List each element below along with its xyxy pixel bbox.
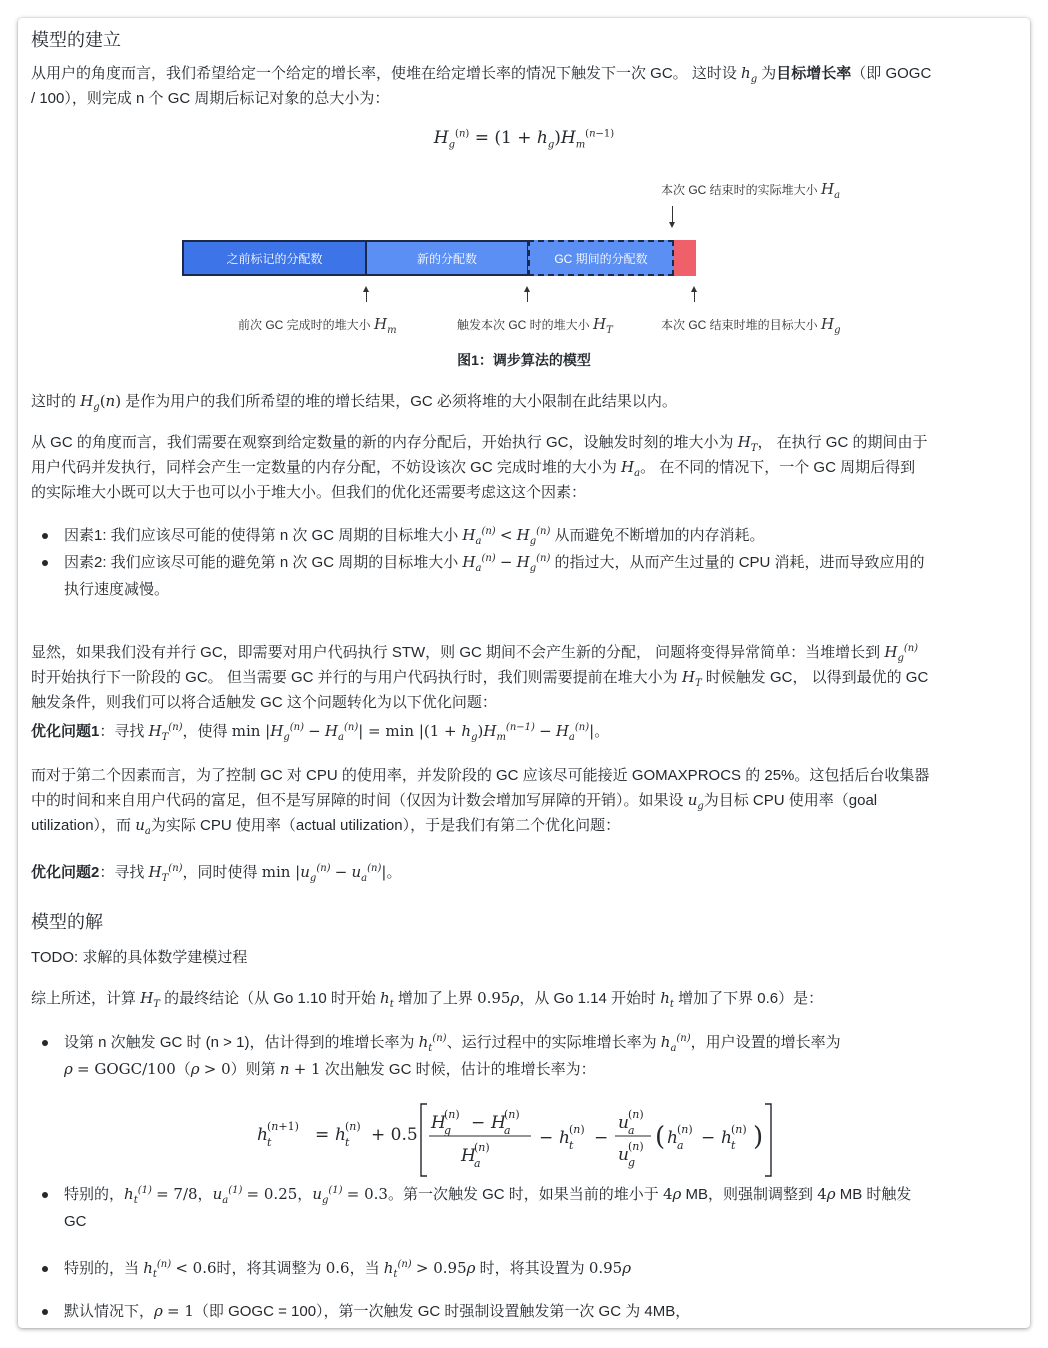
svg-text:(n): (n) (345, 1120, 361, 1133)
paragraph-intro: 从用户的角度而言，我们希望给定一个给定的增长率，使堆在给定增长率的情况下触发下一次 GC。 这时设 $h_g$ 为目标增长率（即 GOGC / 100），则完成 n 个 GC 周期后标记对象的总大小为： (31, 64, 932, 107)
factor-list (31, 522, 1006, 603)
rules-list-3 (31, 1255, 1006, 1282)
svg-text:t: t (731, 1139, 736, 1152)
paragraph-stw: 显然，如果我们没有并行 GC，即需要对用户代码执行 STW，则 GC 期间不会产生新的分配， 问题将变得异常简单：当堆增长到 $H_g^{(n)}$ 时开始执行下一阶段的 GC。 但当需要 GC 并行的与用户代码执行时，我们则需要提前在堆大小为 $H_T$ 时候触发 GC， 以得到最优的 GC 触发条件，则我们可以将合适触发 GC 这个问题转化为以下优化问题： (31, 643, 929, 711)
svg-text:=: = (315, 1125, 330, 1145)
todo-text: TODO: 求解的具体数学建模过程 (31, 949, 248, 966)
svg-text:h: h (667, 1128, 678, 1148)
svg-text:−: − (594, 1128, 609, 1148)
svg-text:H: H (461, 1146, 476, 1166)
svg-text:(n): (n) (677, 1123, 693, 1136)
svg-text:t: t (569, 1139, 574, 1152)
svg-text:t: t (267, 1136, 272, 1149)
svg-text:a: a (677, 1139, 684, 1152)
equation-heap-goal: $H_g^{(n)} = (1 + h_g)H_m^{(n-1)}$ (433, 128, 615, 151)
svg-text:+ 0.5: + 0.5 (371, 1125, 418, 1145)
svg-text:−: − (539, 1128, 554, 1148)
label-ht: 触发本次 GC 时的堆大小 $H_T$ (457, 315, 613, 336)
arrow-hg (694, 288, 695, 302)
svg-text:a: a (628, 1124, 635, 1137)
paragraph-summary: 综上所述，计算 $H_T$ 的最终结论（从 Go 1.10 时开始 $h_t$ 增加了上界 0.95ρ，从 Go 1.14 开始时 $h_t$ 增加了下界 0.6）是： (31, 989, 824, 1010)
svg-text:(: ( (655, 1122, 666, 1152)
svg-text:(n): (n) (504, 1108, 520, 1121)
label-hm: 前次 GC 完成时的堆大小 $H_m$ (238, 315, 397, 336)
optimization-problem-1: 优化问题1：寻找 $H_T^{(n)}$，使得 $\min |H_g^{(n)} - H_a^{(n)}| = \min |(1 + h_g)H_m^{(n-1)} - H_a^{(n)}|$。 (31, 722, 610, 743)
svg-text:h: h (559, 1128, 570, 1148)
svg-text:u: u (618, 1145, 629, 1165)
svg-text:h: h (257, 1125, 268, 1145)
svg-text:(n): (n) (569, 1123, 585, 1136)
equation-growth-estimate (31, 1096, 1017, 1176)
svg-text:H: H (431, 1113, 446, 1133)
article-card (18, 18, 1030, 1328)
arrow-hm (366, 288, 367, 302)
rules-list-4 (31, 1298, 1006, 1325)
rules-list-1 (31, 1029, 1006, 1083)
rules-list-2 (31, 1181, 1006, 1235)
segment-new-allocations: 新的分配数 (366, 240, 528, 276)
svg-text:g: g (444, 1124, 452, 1137)
list-item: 因素2: 我们应该尽可能的避免第 n 次 GC 周期的目标堆大小 $H_a^{(n)} - H_g^{(n)}$ 的指过大，从而产生过量的 CPU 消耗，进而导致应用的 执行速度减慢。 (31, 549, 1006, 603)
list-item: 设第 n 次触发 GC 时 (n > 1)，估计得到的堆增长率为 $h_t^{(n)}$、运行过程中的实际堆增长率为 $h_a^{(n)}$，用户设置的增长率为 ρ = GOGC/100（ρ > 0）则第 n + 1 次出触发 GC 时候，估计的堆增长率为： (31, 1029, 1006, 1083)
segment-gc-allocations: GC 期间的分配数 (528, 240, 674, 276)
svg-text:h: h (721, 1128, 732, 1148)
list-item: 因素1: 我们应该尽可能的使得第 n 次 GC 周期的目标堆大小 $H_a^{(n)} < H_g^{(n)}$ 从而避免不断增加的内存消耗。 (31, 522, 1006, 549)
svg-text:): ) (753, 1122, 764, 1152)
label-actual-heap: 本次 GC 结束时的实际堆大小 $H_a$ (661, 180, 841, 201)
svg-text:t: t (345, 1136, 350, 1149)
arrow-ht (527, 288, 528, 302)
svg-text:(n+1): (n+1) (267, 1120, 299, 1133)
equation-svg (31, 1096, 1017, 1180)
svg-text:(n): (n) (731, 1123, 747, 1136)
list-item: 默认情况下，ρ = 1（即 GOGC = 100），第一次触发 GC 时强制设置触发第一次 GC 为 4MB， (31, 1298, 1006, 1325)
segment-overshoot (674, 240, 696, 276)
list-item: 特别的，$h_t^{(1)} = 7/8$，$u_a^{(1)} = 0.25$，$u_g^{(1)} = 0.3$。第一次触发 GC 时，如果当前的堆小于 4ρ MB，则强制调整到 4ρ MB 时触发 GC (31, 1181, 1006, 1235)
pacing-model-figure (31, 178, 1017, 378)
svg-text:g: g (628, 1156, 636, 1169)
list-item: 特别的，当 $h_t^{(n)} < 0.6$时，将其调整为 0.6，当 $h_t^{(n)} > 0.95\rho$ 时，将其设置为 0.95ρ (31, 1255, 1006, 1282)
svg-text:(n): (n) (474, 1141, 490, 1154)
arrow-actual-heap (672, 206, 673, 226)
paragraph-gc-view: 从 GC 的角度而言，我们需要在观察到给定数量的新的内存分配后，开始执行 GC，设触发时刻的堆大小为 $H_T$， 在执行 GC 的期间由于 用户代码并发执行，同样会产生一定数量的内存分配，不妨设该次 GC 完成时堆的大小为 $H_a$。 在不同的情况下，一个 GC 周期后得到 的实际堆大小既可以大于也可以小于堆大小。但我们的优化还需要考虑这这个因素： (31, 433, 928, 501)
svg-text:(n): (n) (444, 1108, 460, 1121)
segment-previous-marked: 之前标记的分配数 (182, 240, 366, 276)
svg-text:H: H (491, 1113, 506, 1133)
section-title-solution: 模型的解 (31, 912, 103, 932)
svg-text:(n): (n) (628, 1140, 644, 1153)
optimization-problem-2: 优化问题2：寻找 $H_T^{(n)}$，同时使得 $\min |u_g^{(n)} - u_a^{(n)}|$。 (31, 863, 402, 884)
section-title-model: 模型的建立 (31, 30, 121, 50)
svg-text:−: − (701, 1128, 716, 1148)
paragraph-hg: 这时的 $H_g(n)$ 是作为用户的我们所希望的堆的增长结果，GC 必须将堆的大小限制在此结果以内。 (31, 392, 677, 413)
svg-text:−: − (471, 1113, 486, 1133)
label-hg: 本次 GC 结束时堆的目标大小 $H_g$ (661, 315, 841, 336)
svg-text:a: a (474, 1157, 481, 1170)
svg-text:(n): (n) (628, 1108, 644, 1121)
svg-text:a: a (504, 1124, 511, 1137)
svg-text:u: u (618, 1113, 629, 1133)
svg-text:h: h (335, 1125, 346, 1145)
figure-caption: 图1：调步算法的模型 (457, 352, 591, 368)
paragraph-cpu: 而对于第二个因素而言，为了控制 GC 对 CPU 的使用率，并发阶段的 GC 应该尽可能接近 GOMAXPROCS 的 25%。这包括后台收集器 中的时间和来自用户代码的富足，但不是写屏障的时间（仅因为计数会增加写屏障的开销）。如果设 $u_g$为目标 CPU 使用率（goal utilization），而 $u_a$为实际 CPU 使用率（actual utilization），于是我们有第二个优化问题： (31, 767, 930, 837)
